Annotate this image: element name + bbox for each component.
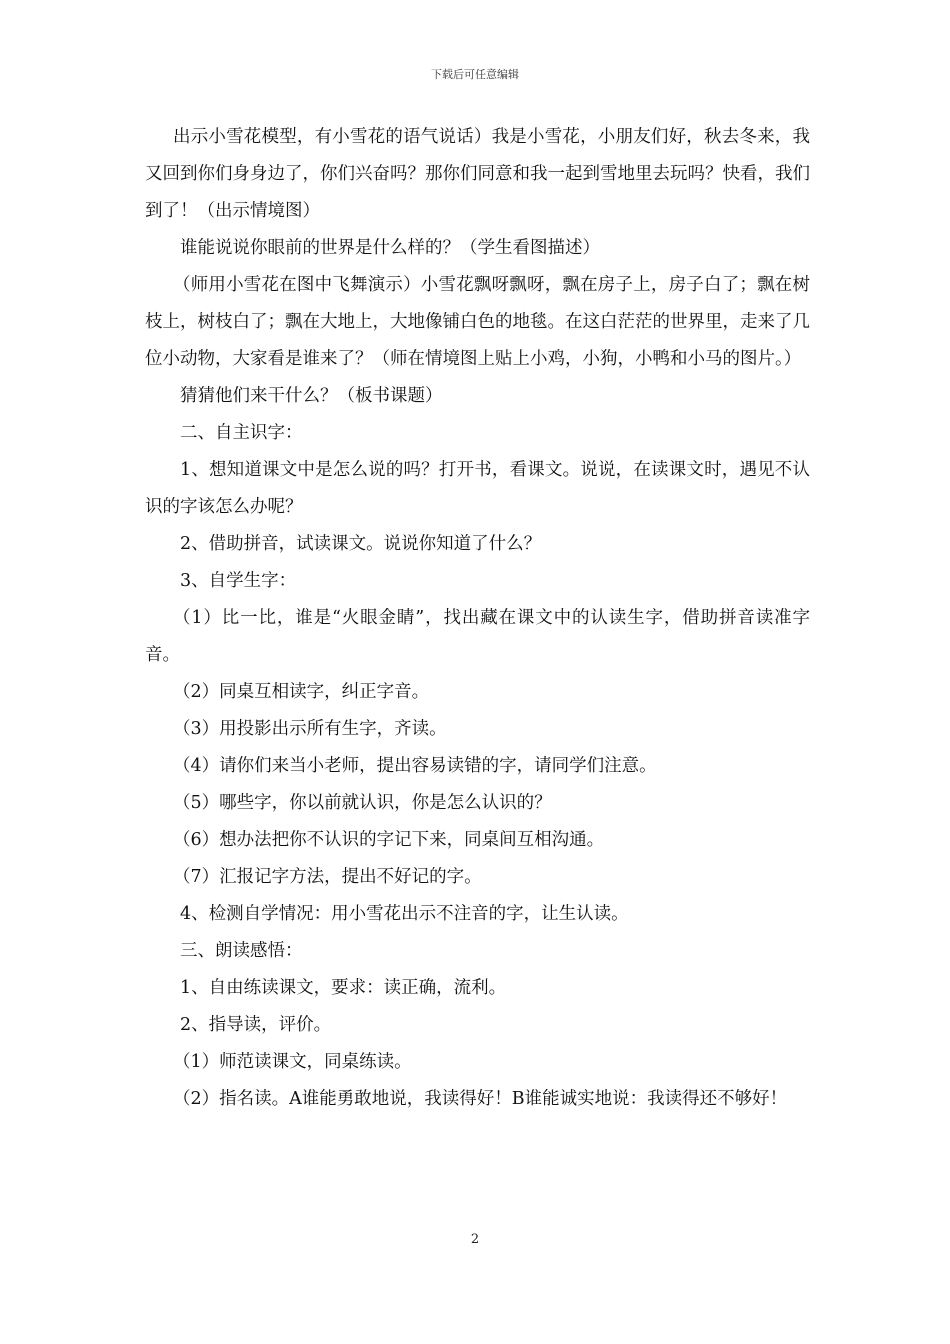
paragraph: （5）哪些字，你以前就认识，你是怎么认识的？ bbox=[173, 793, 552, 813]
paragraph: 2、借助拼音，试读课文。说说你知道了什么？ bbox=[180, 534, 542, 554]
paragraph: （师用小雪花在图中飞舞演示）小雪花飘呀飘呀，飘在房子上，房子白了；飘在树枝上，树枝白了；飘在大地上，大地像铺白色的地毯。在这白茫茫的世界里，走来了几位小动物，大家看是谁来了？（师在情境图上贴上小鸡，小狗，小鸭和小马的图片。） bbox=[145, 275, 810, 369]
paragraph: 4、检测自学情况：用小雪花出示不注音的字，让生认读。 bbox=[180, 904, 629, 924]
paragraph: 猜猜他们来干什么？（板书课题） bbox=[180, 386, 443, 406]
section-heading: 三、朗读感悟： bbox=[180, 941, 303, 961]
page-number: 2 bbox=[470, 1232, 480, 1247]
paragraph: （7）汇报记字方法，提出不好记的字。 bbox=[173, 867, 482, 887]
paragraph: （1）师范读课文，同桌练读。 bbox=[173, 1052, 412, 1072]
paragraph: 3、自学生字： bbox=[180, 571, 297, 591]
paragraph: （2）同桌互相读字，纠正字音。 bbox=[173, 682, 430, 702]
paragraph: （1）比一比，谁是“火眼金睛”，找出藏在课文中的认读生字，借助拼音读准字音。 bbox=[145, 608, 810, 665]
paragraph: 1、自由练读课文，要求：读正确，流利。 bbox=[180, 978, 507, 998]
paragraph: （6）想办法把你不认识的字记下来，同桌间互相沟通。 bbox=[173, 830, 605, 850]
document-body bbox=[145, 119, 810, 1118]
section-heading: 二、自主识字： bbox=[180, 423, 303, 443]
paragraph: 1、想知道课文中是怎么说的吗？打开书，看课文。说说，在读课文时，遇见不认识的字该怎么办呢？ bbox=[145, 460, 810, 517]
paragraph: （2）指名读。A谁能勇敢地说，我读得好！B谁能诚实地说：我读得还不够好！ bbox=[173, 1089, 788, 1109]
paragraph: 2、指导读，评价。 bbox=[180, 1015, 332, 1035]
paragraph: 出示小雪花模型，有小雪花的语气说话）我是小雪花，小朋友们好，秋去冬来，我又回到你们身身边了，你们兴奋吗？那你们同意和我一起到雪地里去玩吗？快看，我们到了！（出示情境图） bbox=[145, 127, 810, 221]
paragraph: 谁能说说你眼前的世界是什么样的？（学生看图描述） bbox=[180, 238, 600, 258]
paragraph: （4）请你们来当小老师，提出容易读错的字，请同学们注意。 bbox=[173, 756, 657, 776]
paragraph: （3）用投影出示所有生字，齐读。 bbox=[173, 719, 447, 739]
page-header: 下载后可任意编辑 bbox=[431, 68, 519, 81]
